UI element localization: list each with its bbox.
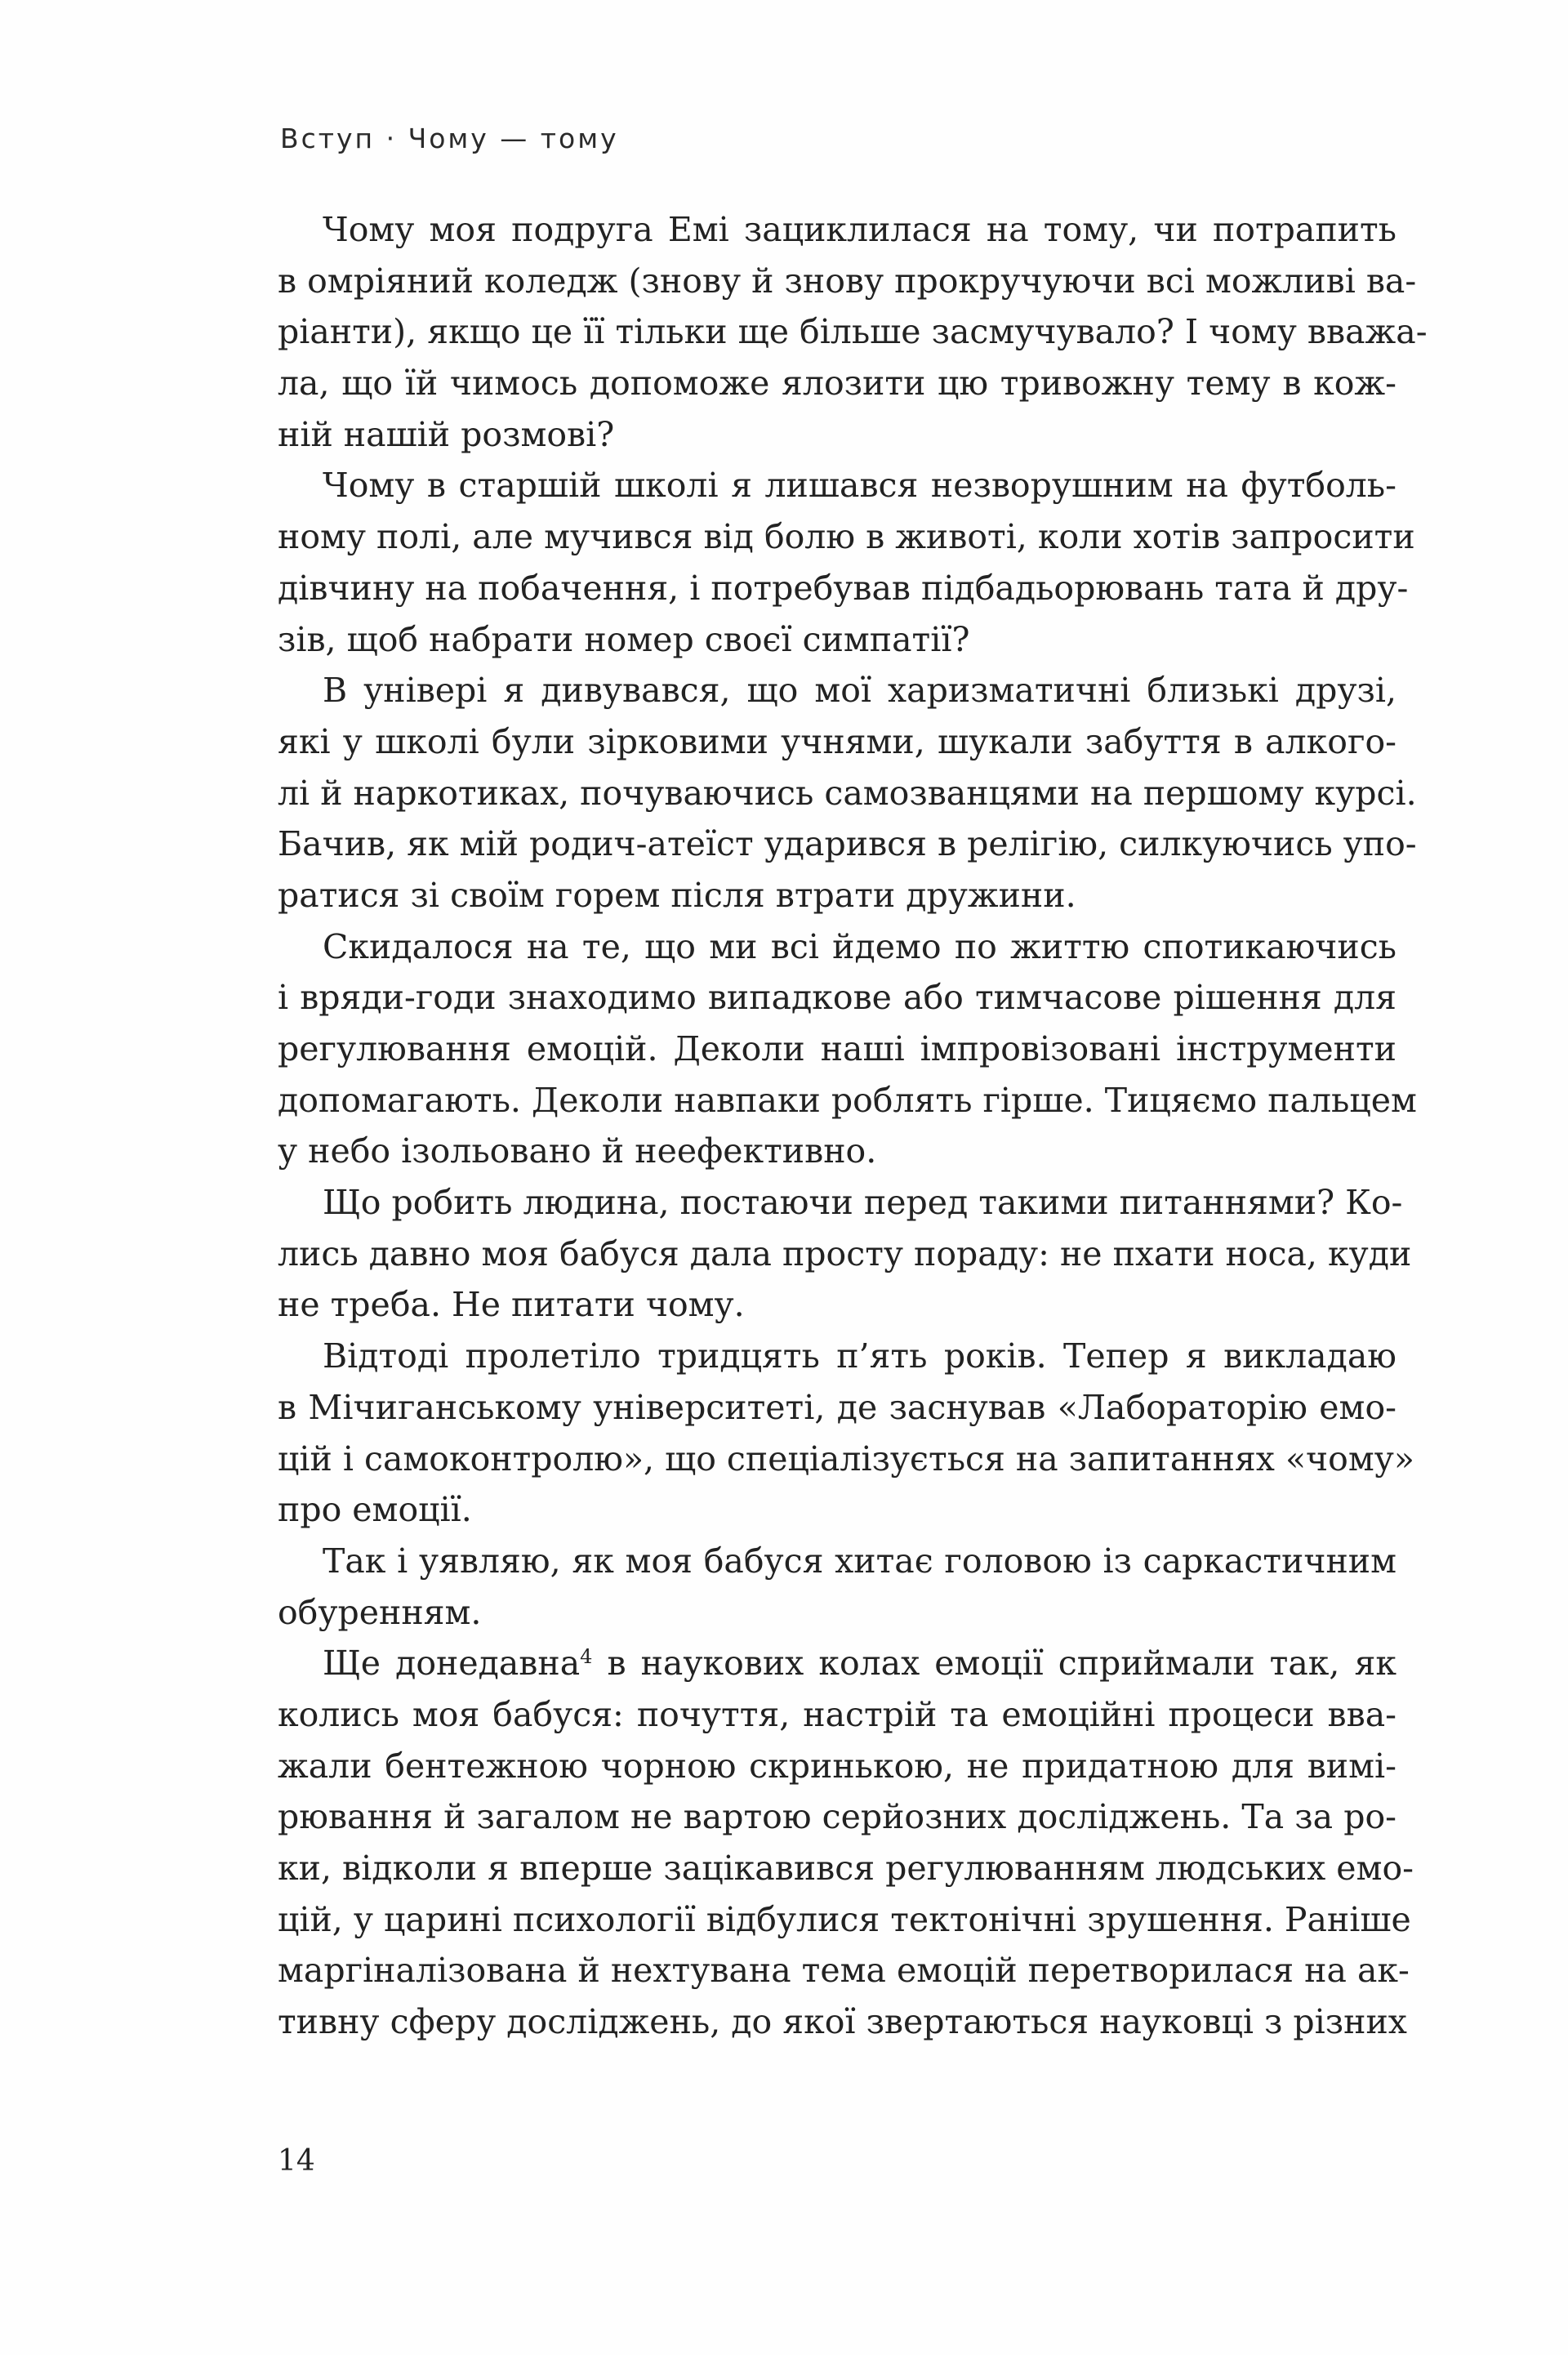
text-line: в Мічиганському університеті, де заснував «Лабораторію емо- (278, 1387, 1396, 1427)
text-line: Скидалося на те, що ми всі йдемо по життю спотикаючись (323, 926, 1396, 966)
text-line: Відтоді пролетіло тридцять п’ять років. Тепер я викладаю (323, 1336, 1396, 1376)
text-line: ній нашій розмові? (278, 414, 615, 454)
text-line: про емоції. (278, 1490, 472, 1530)
text-line: лі й наркотиках, почуваючись самозванцями на першому курсі. (278, 773, 1417, 813)
text-line: не треба. Не питати чому. (278, 1285, 745, 1325)
text-line: обуренням. (278, 1592, 482, 1632)
text-line: цій, у царині психології відбулися тектонічні зрушення. Раніше (278, 1899, 1411, 1939)
text-line: Так і уявляю, як моя бабуся хитає головою із саркастичним (323, 1541, 1396, 1581)
text-line: і вряди-годи знаходимо випадкове або тимчасове рішення для (278, 978, 1396, 1018)
running-header: Вступ · Чому — тому (280, 123, 619, 154)
body-text (278, 204, 1428, 2048)
text-line: дівчину на побачення, і потребував підбадьорювань тата й дру- (278, 568, 1409, 608)
footnote-marker[interactable]: 4 (580, 1645, 593, 1669)
text-line: рювання й загалом не вартою серйозних досліджень. Та за ро- (278, 1797, 1396, 1837)
text-line: ла, що їй чимось допоможе ялозити цю тривожну тему в кож- (278, 364, 1396, 404)
text-line: цій і самоконтролю», що спеціалізується на запитаннях «чому» (278, 1438, 1414, 1479)
text-line: ріанти), якщо це її тільки ще більше засмучувало? І чому вважа- (278, 312, 1428, 352)
text-line: регулювання емоцій. Деколи наші імпровізовані інструменти (278, 1029, 1396, 1068)
text-line: ному полі, але мучився від болю в животі, коли хотів запросити (278, 517, 1415, 557)
text-line: Чому моя подруга Емі зациклилася на тому, чи потрапить (323, 210, 1396, 249)
text-line: ратися зі своїм горем після втрати дружини. (278, 875, 1076, 915)
text-line: допомагають. Деколи навпаки роблять гірше. Тицяємо пальцем (278, 1080, 1417, 1120)
text-line: Чому в старшій школі я лишався незворушним на футболь- (323, 466, 1396, 506)
text-line: В універі я дивувався, що мої харизматичні близькі друзі, (323, 671, 1396, 711)
text-line: ки, відколи я вперше зацікавився регулюванням людських емо- (278, 1849, 1414, 1888)
text-line: зів, щоб набрати номер своєї симпатії? (278, 619, 970, 659)
text-line: Ще донедавна$^4$ в наукових колах емоції сприймали так, як (323, 1644, 1396, 1684)
text-line: колись моя бабуся: почуття, настрій та емоційні процеси вва- (278, 1694, 1396, 1734)
text-line: у небо ізольовано й неефективно. (278, 1131, 877, 1171)
text-line: тивну сферу досліджень, до якої звертаються науковці з різних (278, 2002, 1407, 2042)
text-line: жали бентежною чорною скринькою, не придатною для вимі- (278, 1746, 1396, 1786)
text-line: які у школі були зірковими учнями, шукали забуття в алкого- (278, 721, 1396, 761)
text-line: Що робить людина, постаючи перед такими питаннями? Ко- (323, 1183, 1403, 1223)
text-line: Бачив, як мій родич-атеїст ударився в релігію, силкуючись упо- (278, 824, 1417, 864)
text-line: маргіналізована й нехтувана тема емоцій перетворилася на ак- (278, 1951, 1410, 1991)
text-line: в омріяний коледж (знову й знову прокручуючи всі можливі ва- (278, 261, 1417, 301)
text-line: лись давно моя бабуся дала просту пораду: не пхати носа, куди (278, 1233, 1412, 1273)
page-number: 14 (278, 2144, 315, 2178)
